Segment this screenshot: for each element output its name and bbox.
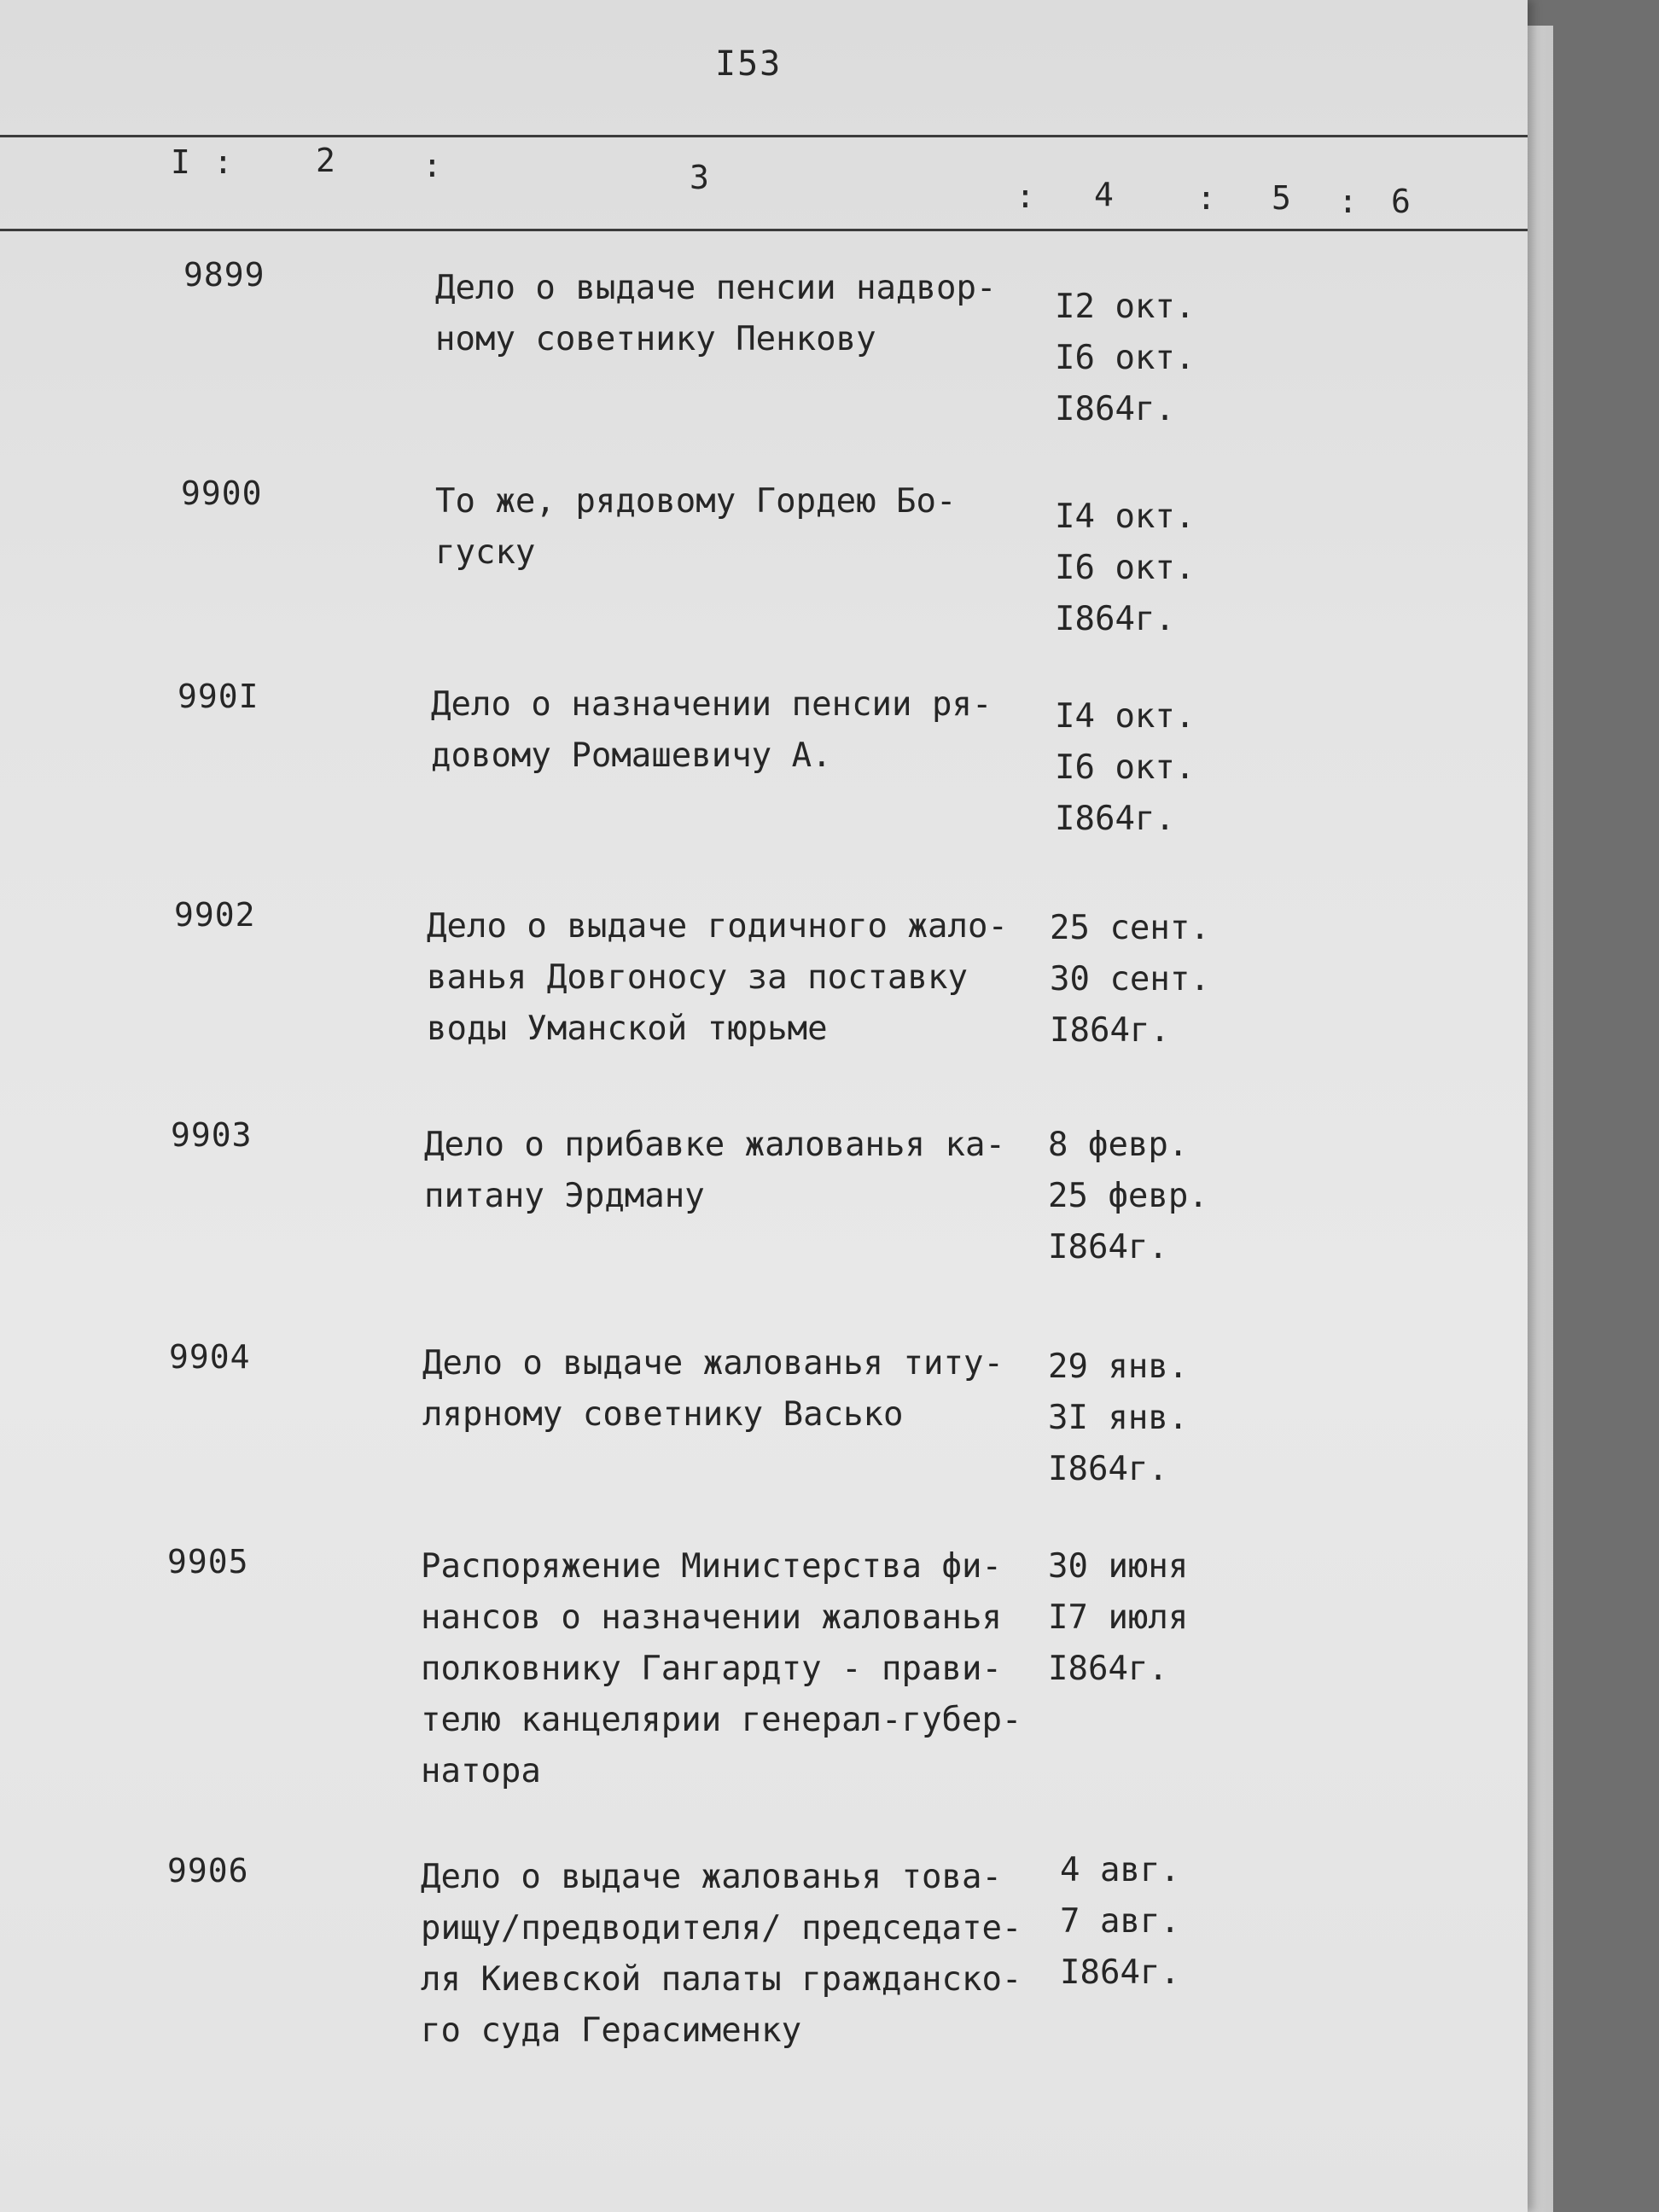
column-separator: : — [213, 143, 233, 181]
entry-description: Дело о назначении пенсии ря- довому Ромашевичу А. — [431, 685, 992, 775]
entry-number: 9903 — [171, 1116, 253, 1154]
entry-year: I864г. — [1060, 1953, 1180, 1992]
entry-year: I864г. — [1055, 390, 1175, 428]
entry-year: I864г. — [1048, 1450, 1168, 1488]
column-header-4: 4 — [1094, 176, 1114, 213]
entry-description: Дело о выдаче пенсии надвор- ному советнику Пенкову — [435, 269, 997, 358]
header-bottom-rule — [0, 229, 1528, 231]
entry-date-end: I6 окт. — [1055, 339, 1196, 377]
entry-dates — [1055, 691, 1195, 845]
entry-date-start: I4 окт. — [1055, 697, 1196, 736]
entry-date-start: 4 авг. — [1060, 1851, 1180, 1889]
page-number: I53 — [715, 44, 783, 84]
column-separator: : — [1016, 178, 1035, 215]
entry-number: 9905 — [167, 1543, 249, 1580]
entry-number: 990I — [178, 678, 259, 715]
entry-number: 9902 — [174, 896, 256, 934]
column-separator: : — [1196, 179, 1216, 217]
entry-description: То же, рядовому Гордею Бо- гуску — [435, 482, 957, 572]
entry-dates — [1055, 492, 1195, 645]
entry-number: 9906 — [167, 1852, 249, 1889]
column-header-1: I — [171, 143, 190, 181]
column-separator: : — [1338, 183, 1358, 220]
column-header-3: 3 — [690, 159, 709, 196]
entry-description: Дело о выдаче жалованья това- рищу/предводителя/ председате- ля Киевской палаты гражданско- го суда Герасименку — [421, 1858, 1022, 2050]
entry-dates — [1048, 1541, 1188, 1695]
column-header-2: 2 — [316, 142, 335, 179]
entry-number: 9900 — [181, 474, 263, 512]
entry-number: 9904 — [169, 1338, 251, 1376]
entry-date-start: I2 окт. — [1055, 288, 1196, 326]
entry-dates — [1055, 282, 1195, 435]
entry-date-end: I6 окт. — [1055, 748, 1196, 787]
entry-date-start: I4 окт. — [1055, 498, 1196, 536]
entry-year: I864г. — [1048, 1228, 1168, 1266]
entry-dates — [1048, 1120, 1208, 1273]
entry-dates — [1048, 1342, 1188, 1495]
entry-date-end: 25 февр. — [1048, 1177, 1208, 1215]
header-top-rule — [0, 135, 1528, 137]
column-header-5: 5 — [1272, 179, 1291, 217]
entry-year: I864г. — [1055, 800, 1175, 838]
entry-description: Дело о выдаче годичного жало- ванья Довгоносу за поставку воды Уманской тюрьме — [427, 907, 1008, 1048]
entry-number: 9899 — [183, 256, 265, 294]
entry-date-end: 7 авг. — [1060, 1902, 1180, 1941]
entry-description: Дело о прибавке жалованья ка- питану Эрдману — [424, 1126, 1005, 1215]
entry-date-start: 8 февр. — [1048, 1126, 1189, 1164]
entry-date-start: 29 янв. — [1048, 1348, 1189, 1386]
entry-dates — [1050, 903, 1210, 1057]
entry-date-start: 25 сент. — [1050, 909, 1210, 947]
entry-date-start: 30 июня — [1048, 1547, 1189, 1586]
entry-description: Дело о выдаче жалованья титу- лярному советнику Васько — [422, 1344, 1004, 1434]
column-separator: : — [422, 147, 442, 184]
entry-date-end: 30 сент. — [1050, 960, 1210, 998]
column-header-6: 6 — [1391, 183, 1411, 220]
entry-description: Распоряжение Министерства фи- нансов о назначении жалованья полковнику Гангардту - прави- телю канцелярии генерал-губер- натора — [421, 1547, 1022, 1790]
entry-date-end: I7 июля — [1048, 1598, 1189, 1637]
entry-year: I864г. — [1055, 600, 1175, 638]
entry-year: I864г. — [1048, 1650, 1168, 1688]
entry-year: I864г. — [1050, 1011, 1170, 1050]
entry-date-end: 3I янв. — [1048, 1399, 1189, 1437]
entry-date-end: I6 окт. — [1055, 549, 1196, 587]
entry-dates — [1060, 1845, 1180, 1999]
